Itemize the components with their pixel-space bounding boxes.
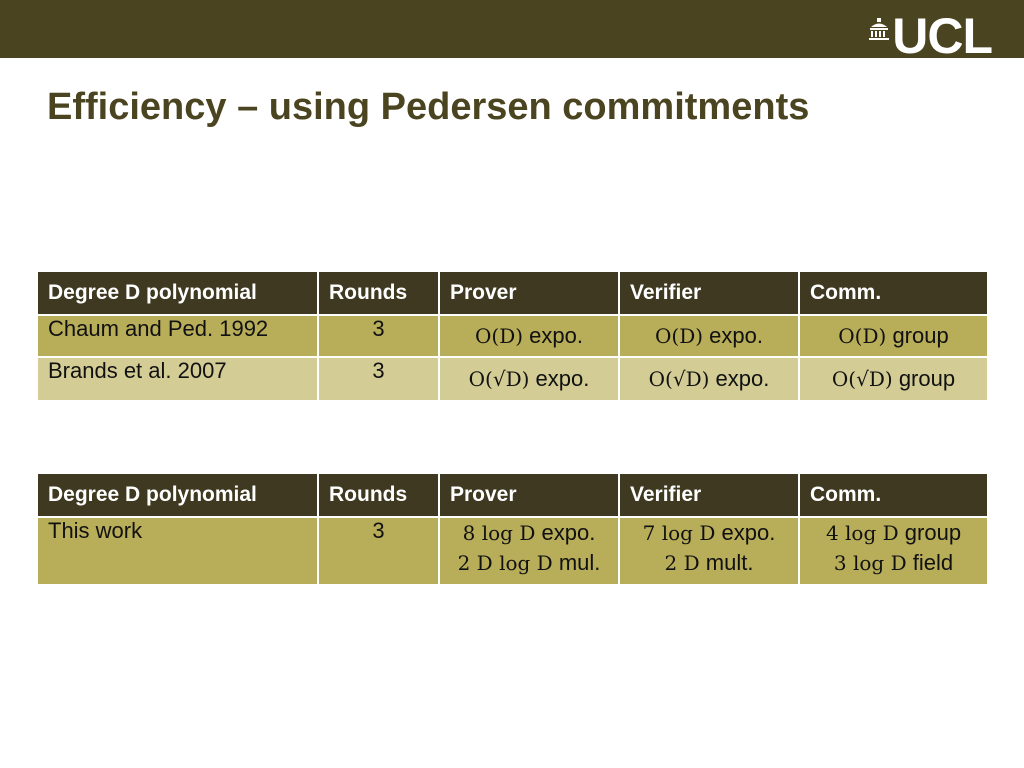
top-banner [0,0,1024,64]
table-row [37,357,988,401]
comm-cost: O(√D) group [799,357,988,401]
col-header-comm: Comm. [799,473,988,517]
portico-icon [868,18,890,40]
col-header-degree: Degree D polynomial [37,473,318,517]
comm-cost-line: 3 log D field [833,550,954,575]
prover-cost [439,517,619,585]
row-name: This work [37,517,318,585]
col-header-rounds: Rounds [318,473,439,517]
comm-cost: O(D) group [799,315,988,357]
prover-cost: O(D) expo. [439,315,619,357]
col-header-comm: Comm. [799,271,988,315]
verifier-cost: O(√D) expo. [619,357,799,401]
table-row [37,517,988,585]
verifier-cost [619,517,799,585]
prover-cost: O(√D) expo. [439,357,619,401]
col-header-prover: Prover [439,271,619,315]
col-header-verifier: Verifier [619,473,799,517]
col-header-verifier: Verifier [619,271,799,315]
comm-cost-line: 4 log D group [825,520,962,545]
col-header-prover: Prover [439,473,619,517]
table-header-row [37,473,988,517]
ucl-logo [868,8,992,64]
table-header-row [37,271,988,315]
verifier-cost-line: 2 D mult. [664,550,754,575]
row-rounds: 3 [318,517,439,585]
prover-cost-line: 8 log D expo. [462,520,596,545]
verifier-cost: O(D) expo. [619,315,799,357]
comparison-table-prior-work [36,270,989,402]
row-rounds: 3 [318,315,439,357]
slide-title: Efficiency – using Pedersen commitments [47,86,810,128]
verifier-cost-line: 7 log D expo. [642,520,776,545]
row-name: Brands et al. 2007 [37,357,318,401]
row-name: Chaum and Ped. 1992 [37,315,318,357]
comm-cost [799,517,988,585]
col-header-rounds: Rounds [318,271,439,315]
col-header-degree: Degree D polynomial [37,271,318,315]
comparison-table-this-work [36,472,989,586]
prover-cost-line: 2 D log D mul. [457,550,601,575]
table-row [37,315,988,357]
logo-text: UCL [892,8,992,64]
row-rounds: 3 [318,357,439,401]
